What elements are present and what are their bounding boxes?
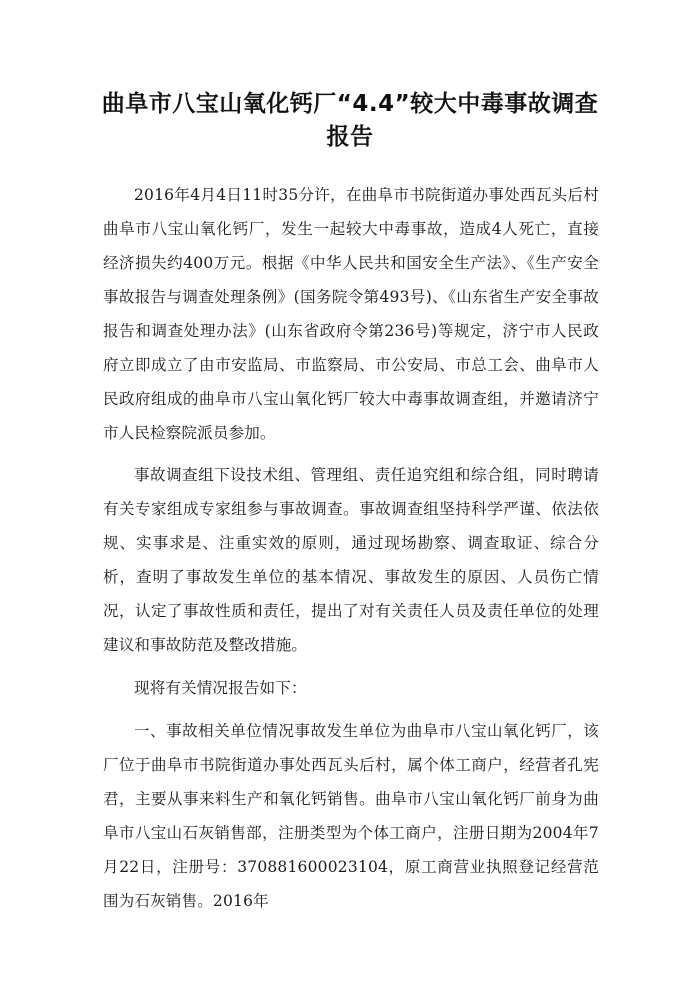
document-body (103, 178, 599, 927)
paragraph-investigation: 事故调查组下设技术组、管理组、责任追究组和综合组，同时聘请有关专家组成专家组参与事故调查。事故调查组坚持科学严谨、依法依规、实事求是、注重实效的原则，通过现场勘察、调查取证、综合分析，查明了事故发生单位的基本情况、事故发生的原因、人员伤亡情况，认定了事故性质和责任，提出了对有关责任人员及责任单位的处理建议和事故防范及整改措施。 (103, 466, 599, 654)
paragraph-unit-info: 一、事故相关单位情况事故发生单位为曲阜市八宝山氧化钙厂，该厂位于曲阜市书院街道办事处西瓦头后村，属个体工商户，经营者孔宪君，主要从事来料生产和氧化钙销售。曲阜市八宝山氧化钙厂前身为曲阜市八宝山石灰销售部，注册类型为个体工商户，注册日期为2004年7月22日，注册号：370881600023104，原工商营业执照登记经营范围为石灰销售。2016年 (103, 722, 599, 910)
paragraph-intro: 2016年4月4日11时35分许，在曲阜市书院街道办事处西瓦头后村曲阜市八宝山氧化钙厂，发生一起较大中毒事故，造成4人死亡，直接经济损失约400万元。根据《中华人民共和国安全生产法》、《生产安全事故报告与调查处理条例》(国务院令第493号)、《山东省生产安全事故报告和调查处理办法》(山东省政府令第236号)等规定，济宁市人民政府立即成立了由市安监局、市监察局、市公安局、市总工会、曲阜市人民政府组成的曲阜市八宝山氧化钙厂较大中毒事故调查组，并邀请济宁市人民检察院派员参加。 (103, 186, 599, 442)
paragraph-report-intro: 现将有关情况报告如下： (134, 679, 307, 697)
document-title: 曲阜市八宝山氧化钙厂“4.4”较大中毒事故调查报告 (101, 91, 599, 150)
